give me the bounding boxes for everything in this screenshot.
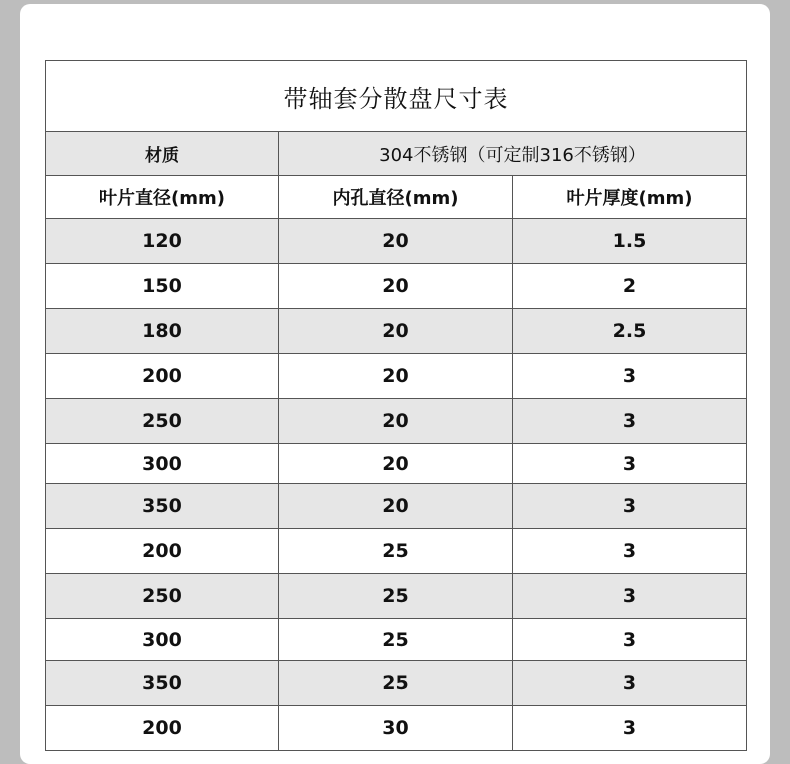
cell-bore-diameter: 20	[279, 264, 513, 309]
cell-blade-thickness: 3	[513, 619, 747, 661]
cell-blade-diameter: 200	[46, 354, 279, 399]
table-row	[46, 619, 747, 661]
table-row	[46, 264, 747, 309]
dispersion-disc-size-table	[45, 60, 747, 751]
header-blade-diameter: 叶片直径(mm)	[46, 176, 279, 219]
cell-blade-diameter: 250	[46, 574, 279, 619]
cell-bore-diameter: 20	[279, 219, 513, 264]
cell-blade-thickness: 3	[513, 706, 747, 751]
cell-blade-diameter: 300	[46, 444, 279, 484]
table-row	[46, 574, 747, 619]
cell-blade-thickness: 3	[513, 444, 747, 484]
table-row	[46, 444, 747, 484]
cell-blade-diameter: 150	[46, 264, 279, 309]
cell-bore-diameter: 20	[279, 444, 513, 484]
cell-blade-diameter: 250	[46, 399, 279, 444]
title-row	[46, 61, 747, 132]
cell-blade-thickness: 1.5	[513, 219, 747, 264]
table-row	[46, 484, 747, 529]
cell-bore-diameter: 25	[279, 661, 513, 706]
cell-blade-diameter: 200	[46, 706, 279, 751]
cell-bore-diameter: 20	[279, 484, 513, 529]
cell-blade-thickness: 3	[513, 354, 747, 399]
cell-blade-thickness: 3	[513, 399, 747, 444]
table-row	[46, 661, 747, 706]
cell-bore-diameter: 25	[279, 574, 513, 619]
cell-blade-diameter: 180	[46, 309, 279, 354]
cell-blade-diameter: 120	[46, 219, 279, 264]
table-row	[46, 309, 747, 354]
header-blade-thickness: 叶片厚度(mm)	[513, 176, 747, 219]
material-row	[46, 132, 747, 176]
table-row	[46, 529, 747, 574]
cell-bore-diameter: 25	[279, 619, 513, 661]
cell-blade-diameter: 350	[46, 484, 279, 529]
header-bore-diameter: 内孔直径(mm)	[279, 176, 513, 219]
cell-blade-diameter: 300	[46, 619, 279, 661]
material-value: 304不锈钢（可定制316不锈钢）	[279, 132, 747, 176]
cell-blade-thickness: 2	[513, 264, 747, 309]
cell-bore-diameter: 20	[279, 309, 513, 354]
cell-blade-thickness: 3	[513, 661, 747, 706]
cell-blade-diameter: 350	[46, 661, 279, 706]
cell-bore-diameter: 20	[279, 399, 513, 444]
cell-bore-diameter: 30	[279, 706, 513, 751]
material-label: 材质	[46, 132, 279, 176]
header-row	[46, 176, 747, 219]
cell-blade-thickness: 2.5	[513, 309, 747, 354]
cell-bore-diameter: 20	[279, 354, 513, 399]
table-row	[46, 219, 747, 264]
table-row	[46, 354, 747, 399]
cell-blade-thickness: 3	[513, 484, 747, 529]
table-title: 带轴套分散盘尺寸表	[46, 61, 747, 132]
table-row	[46, 399, 747, 444]
cell-blade-diameter: 200	[46, 529, 279, 574]
cell-bore-diameter: 25	[279, 529, 513, 574]
table-row	[46, 706, 747, 751]
cell-blade-thickness: 3	[513, 574, 747, 619]
cell-blade-thickness: 3	[513, 529, 747, 574]
